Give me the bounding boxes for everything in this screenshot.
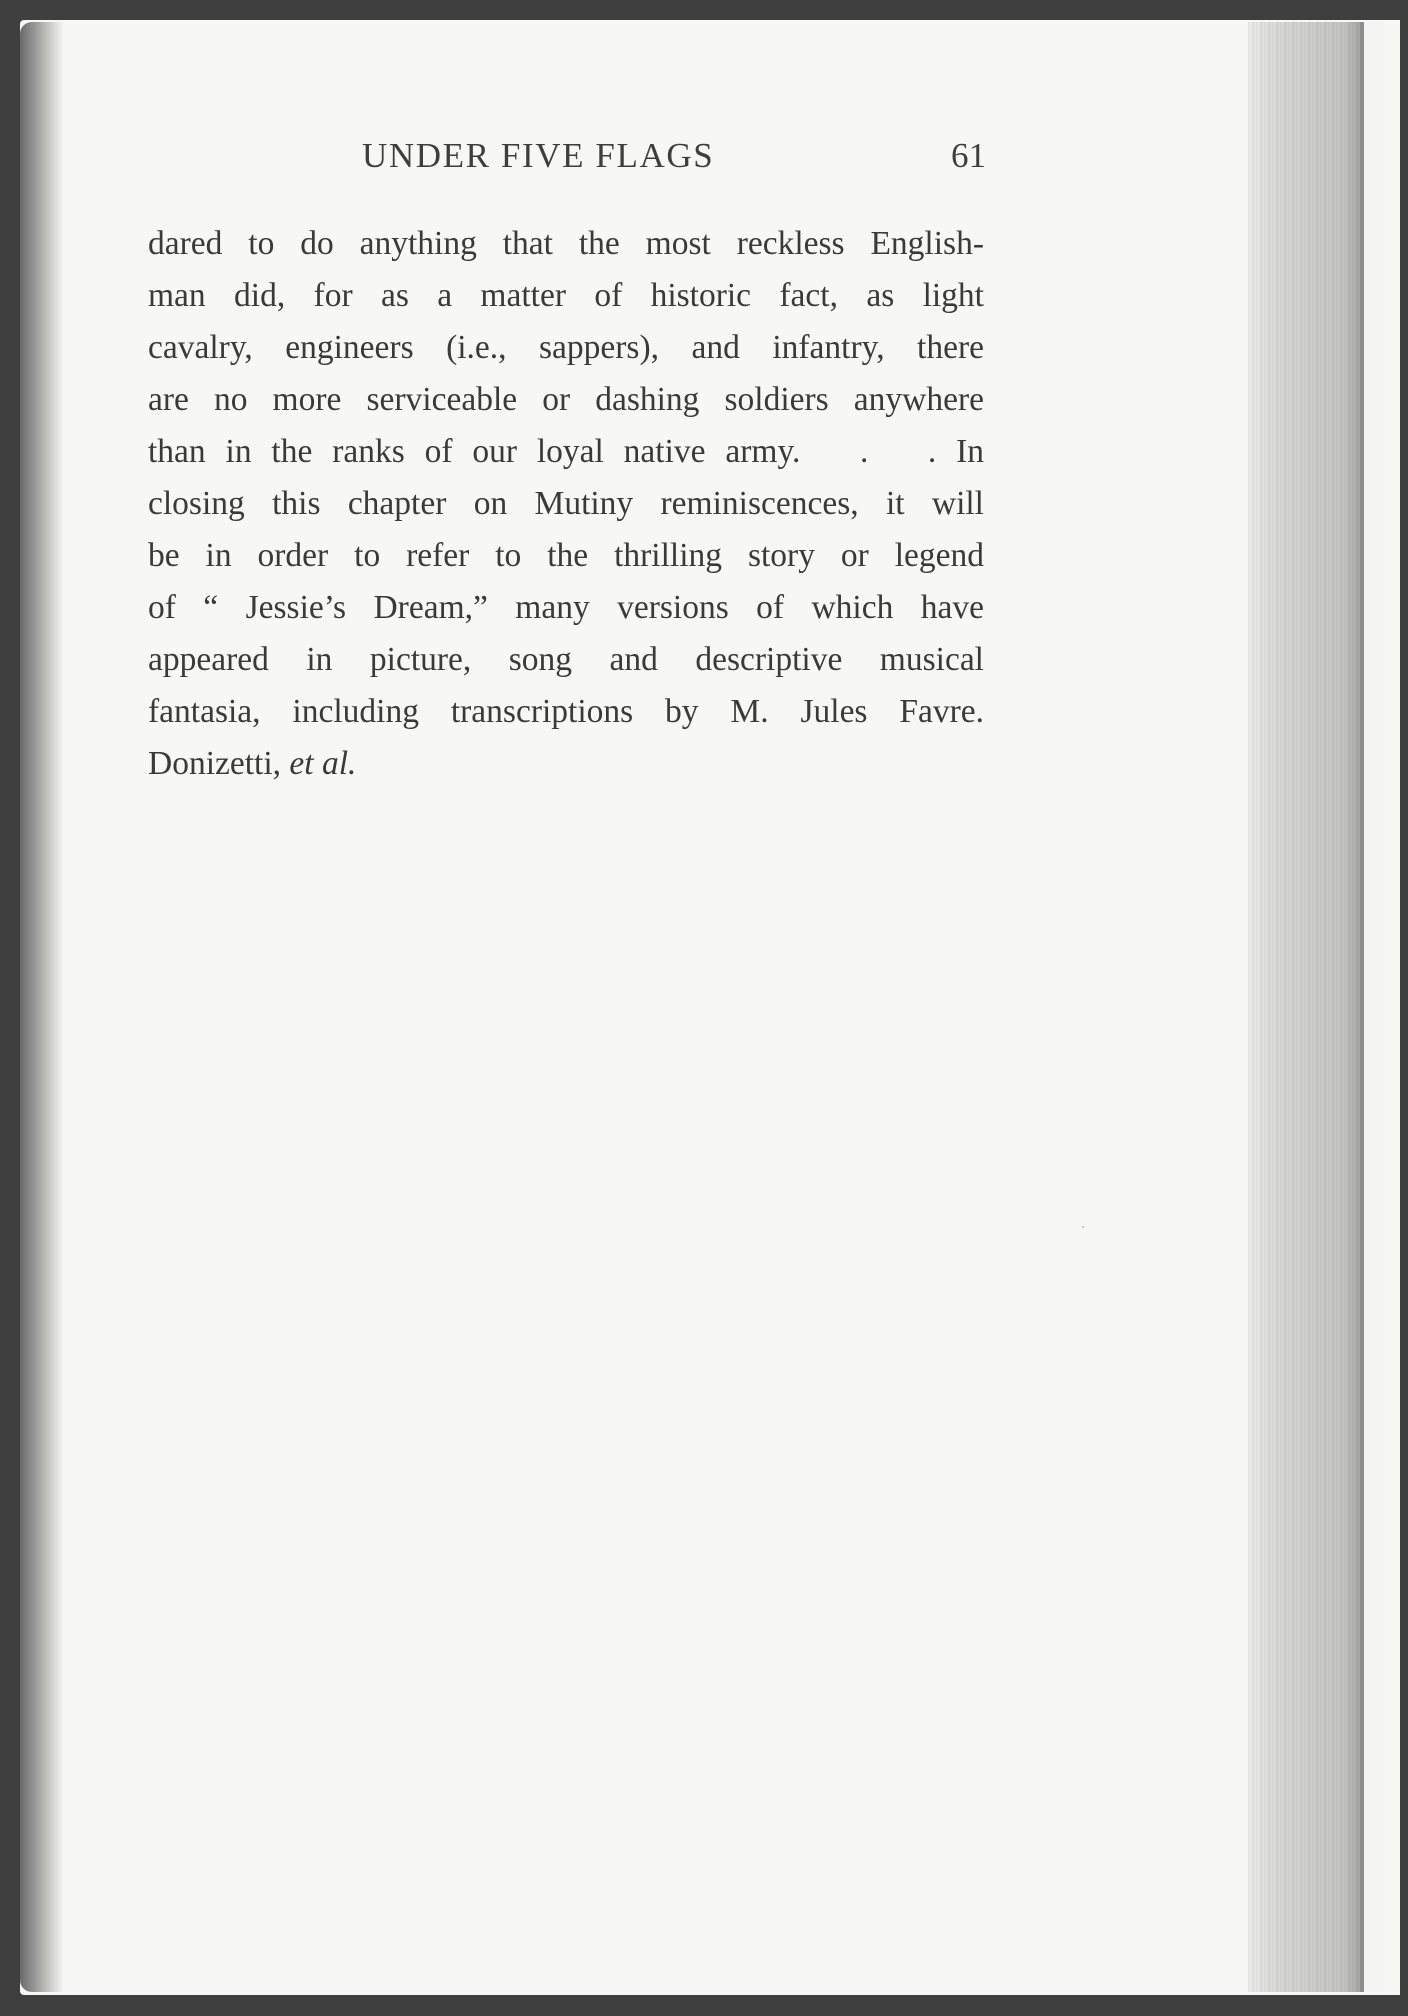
page-number: 61: [951, 136, 986, 175]
book-fore-edge: [1248, 22, 1360, 1992]
binding-gutter-shadow: [20, 22, 64, 1992]
text-italic: et al.: [289, 745, 357, 782]
running-head: UNDER FIVE FLAGS: [362, 136, 715, 175]
text-line: closing this chapter on Mutiny reminiscences, it will: [148, 485, 984, 522]
right-paper-margin: [1364, 22, 1384, 1992]
body-paragraph: [148, 218, 984, 790]
text-line: cavalry, engineers (i.e., sappers), and infantry, there: [148, 329, 984, 366]
page-header: [150, 136, 986, 186]
text-line-last: [148, 738, 984, 790]
text-line: man did, for as a matter of historic fact, as light: [148, 277, 984, 314]
text-line: dared to do anything that the most reckless English-: [148, 225, 984, 262]
text-line: than in the ranks of our loyal native army. . . In: [148, 433, 984, 470]
text-line: be in order to refer to the thrilling story or legend: [148, 537, 984, 574]
paper-speck: [1082, 1226, 1084, 1228]
text-line: appeared in picture, song and descriptive musical: [148, 641, 984, 678]
text-line: are no more serviceable or dashing soldiers anywhere: [148, 381, 984, 418]
text-line: of “ Jessie’s Dream,” many versions of which have: [148, 589, 984, 626]
text-line: fantasia, including transcriptions by M. Jules Favre.: [148, 693, 984, 730]
text-roman: Donizetti,: [148, 745, 290, 782]
